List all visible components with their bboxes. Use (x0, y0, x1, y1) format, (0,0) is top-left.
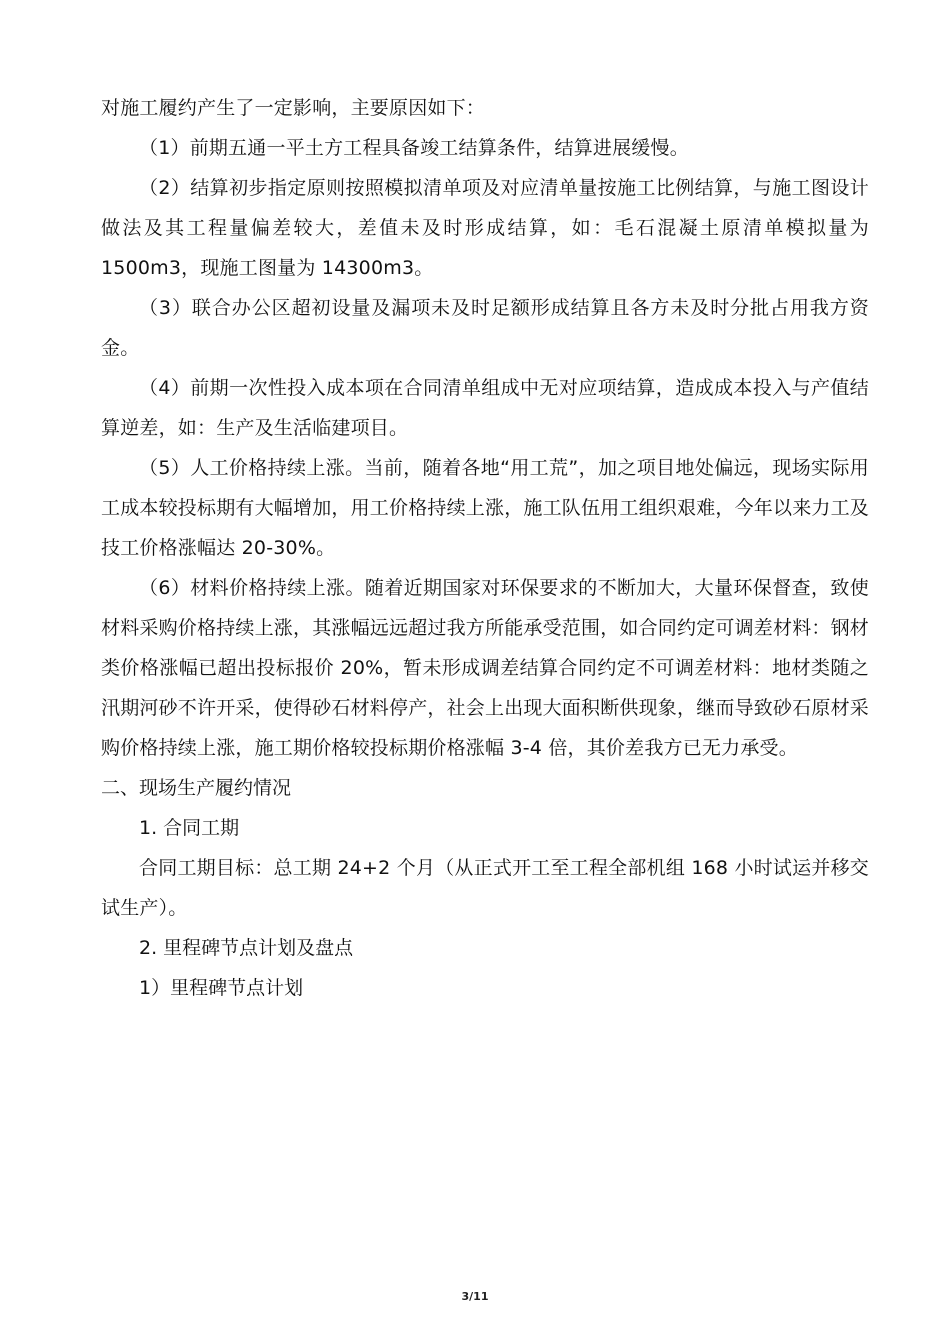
subheading-milestone-plan: 2. 里程碑节点计划及盘点 (139, 937, 354, 959)
section-heading-site-performance: 二、现场生产履约情况 (101, 777, 292, 799)
page-number: 3/11 (461, 1290, 489, 1303)
paragraph-reason-4: （4）前期一次性投入成本项在合同清单组成中无对应项结算，造成成本投入与产值结算逆差，如：生产及生活临建项目。 (101, 377, 869, 439)
document-body (101, 88, 869, 1008)
paragraph-reason-6: （6）材料价格持续上涨。随着近期国家对环保要求的不断加大，大量环保督查，致使材料采购价格持续上涨，其涨幅远远超过我方所能承受范围，如合同约定可调差材料：钢材类价格涨幅已超出投标报价 20%，暂未形成调差结算合同约定不可调差材料：地材类随之汛期河砂不许开采，使得砂石材料停产，社会上出现大面积断供现象，继而导致砂石原材采购价格持续上涨，施工期价格较投标期价格涨幅 3-4 倍，其价差我方已无力承受。 (101, 577, 870, 759)
paragraph-reason-5: （5）人工价格持续上涨。当前，随着各地“用工荒”，加之项目地处偏远，现场实际用工成本较投标期有大幅增加，用工价格持续上涨，施工队伍用工组织艰难，今年以来力工及技工价格涨幅达 20-30%。 (101, 457, 870, 559)
paragraph-contract-period-goal: 合同工期目标：总工期 24+2 个月（从正式开工至工程全部机组 168 小时试运并移交试生产）。 (101, 857, 869, 919)
paragraph-intro: 对施工履约产生了一定影响，主要原因如下： (101, 97, 486, 119)
paragraph-reason-3: （3）联合办公区超初设量及漏项未及时足额形成结算且各方未及时分批占用我方资金。 (101, 297, 869, 359)
paragraph-reason-1: （1）前期五通一平土方工程具备竣工结算条件，结算进展缓慢。 (139, 137, 689, 159)
subheading-milestone-node-plan: 1）里程碑节点计划 (139, 977, 304, 999)
paragraph-reason-2: （2）结算初步指定原则按照模拟清单项及对应清单量按施工比例结算，与施工图设计做法及其工程量偏差较大，差值未及时形成结算，如：毛石混凝土原清单模拟量为 1500m3，现施工图量为 14300m3。 (101, 177, 869, 279)
subheading-contract-period: 1. 合同工期 (139, 817, 240, 839)
